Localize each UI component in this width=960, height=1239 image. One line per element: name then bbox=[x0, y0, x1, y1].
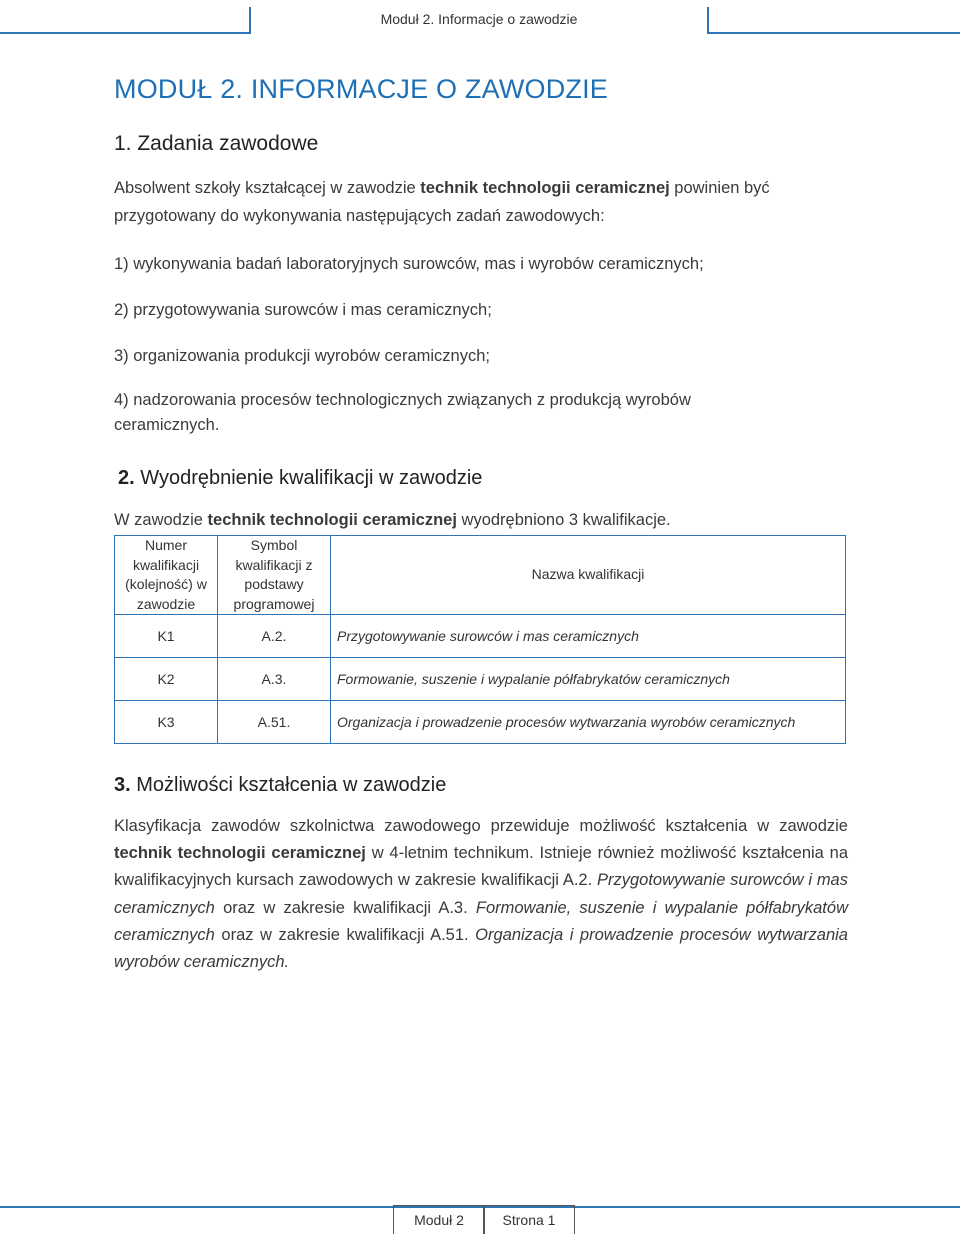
section3-heading: 3. Możliwości kształcenia w zawodzie bbox=[114, 774, 447, 796]
cell-symbol: A.3. bbox=[218, 658, 331, 701]
qualifications-table bbox=[114, 535, 846, 744]
cell-number: K3 bbox=[115, 701, 218, 744]
cell-number: K1 bbox=[115, 615, 218, 658]
table-row bbox=[115, 658, 846, 701]
task-item: 4) nadzorowania procesów technologicznych związanych z produkcją wyrobów ceramicznych. bbox=[114, 391, 691, 434]
cell-symbol: A.2. bbox=[218, 615, 331, 658]
section2-intro: W zawodzie technik technologii ceramicznej wyodrębniono 3 kwalifikacje. bbox=[114, 511, 671, 529]
running-title: Moduł 2. Informacje o zawodzie bbox=[380, 11, 578, 27]
table-header-row bbox=[115, 536, 846, 615]
task-item: 3) organizowania produkcji wyrobów ceramicznych; bbox=[114, 347, 490, 365]
task-item: 1) wykonywania badań laboratoryjnych surowców, mas i wyrobów ceramicznych; bbox=[114, 255, 704, 273]
section1-intro: Absolwent szkoły kształcącej w zawodzie technik technologii ceramicznej powinien być przygotowany do wykonywania następujących zadań zawodowych: bbox=[114, 179, 770, 225]
cell-name: Formowanie, suszenie i wypalanie półfabrykatów ceramicznych bbox=[331, 658, 846, 701]
table-row bbox=[115, 615, 846, 658]
table-row bbox=[115, 701, 846, 744]
cell-name: Organizacja i prowadzenie procesów wytwarzania wyrobów ceramicznych bbox=[331, 701, 846, 744]
section3-paragraph: Klasyfikacja zawodów szkolnictwa zawodowego przewiduje możliwość kształcenia w zawodzie technik technologii ceramicznej w 4-letnim technikum. Istnieje również możliwość kształcenia na kwalifikacyjnych kursach zawodowych w zakresie kwalifikacji A.2. Przygotowywanie surowców i mas ceramicznych oraz w zakresie kwalifikacji A.3. Formowanie, suszenie i wypalanie półfabrykatów ceramicznych oraz w zakresie kwalifikacji A.51. Organizacja i prowadzenie procesów wytwarzania wyrobów ceramicznych. bbox=[114, 817, 849, 972]
header-number: Numer kwalifikacji (kolejność) w zawodzie bbox=[115, 536, 218, 615]
section2-heading: 2. Wyodrębnienie kwalifikacji w zawodzie bbox=[118, 467, 483, 489]
profession-name: technik technologii ceramicznej bbox=[420, 179, 670, 197]
header-symbol: Symbol kwalifikacji z podstawy programowej bbox=[218, 536, 331, 615]
running-header bbox=[250, 7, 708, 37]
header-name: Nazwa kwalifikacji bbox=[331, 536, 846, 615]
page-title: MODUŁ 2. INFORMACJE O ZAWODZIE bbox=[114, 74, 609, 104]
cell-symbol: A.51. bbox=[218, 701, 331, 744]
section1-heading: 1. Zadania zawodowe bbox=[114, 132, 319, 155]
cell-number: K2 bbox=[115, 658, 218, 701]
cell-name: Przygotowywanie surowców i mas ceramicznych bbox=[331, 615, 846, 658]
task-item: 2) przygotowywania surowców i mas ceramicznych; bbox=[114, 301, 492, 319]
footer-module: Moduł 2 bbox=[393, 1205, 485, 1234]
footer-page-number: Strona 1 bbox=[483, 1205, 575, 1234]
